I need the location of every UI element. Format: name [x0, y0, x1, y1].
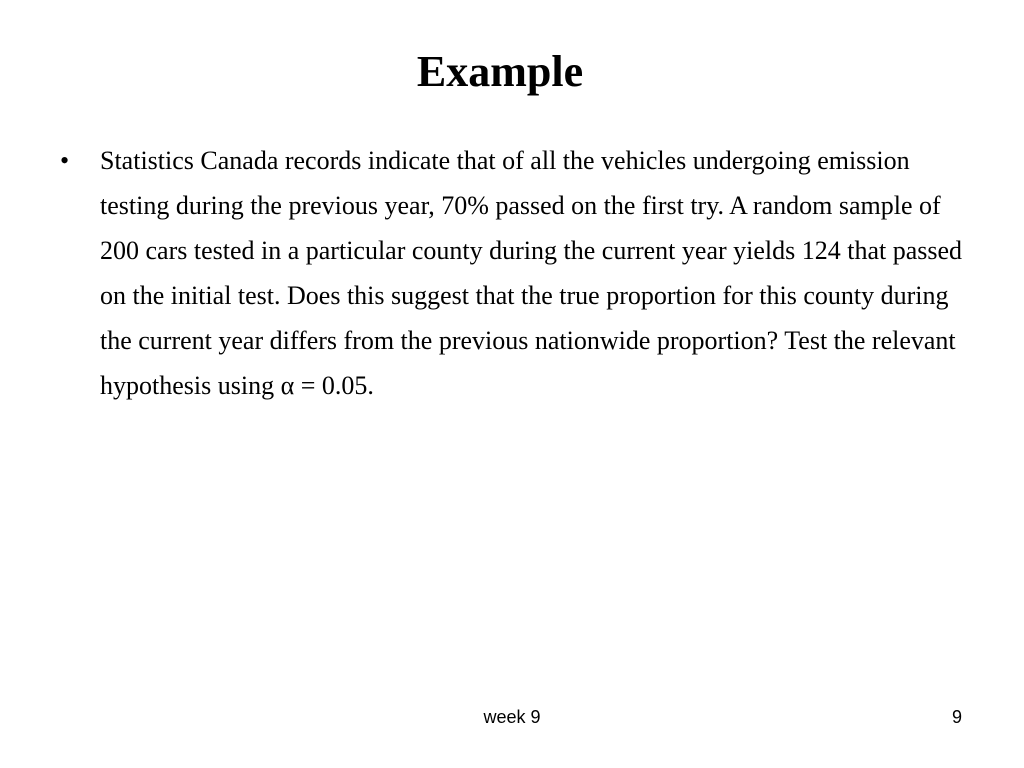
bullet-list	[60, 138, 965, 408]
footer-text: week 9	[483, 707, 541, 727]
bullet-item	[60, 138, 965, 408]
page-number: 9	[951, 707, 962, 727]
bullet-marker: •	[60, 146, 70, 175]
slide-title: Example	[416, 47, 584, 96]
bullet-text: Statistics Canada records indicate that of all the vehicles undergoing emission testing during the previous year, 70% passed on the first try. A random sample of 200 cars tested in a particular county during the current year yields 124 that passed on the initial test. Does this suggest that the true proportion for this county during the current year differs from the previous nationwide proportion? Test the relevant hypothesis using α = 0.05.	[100, 146, 963, 400]
